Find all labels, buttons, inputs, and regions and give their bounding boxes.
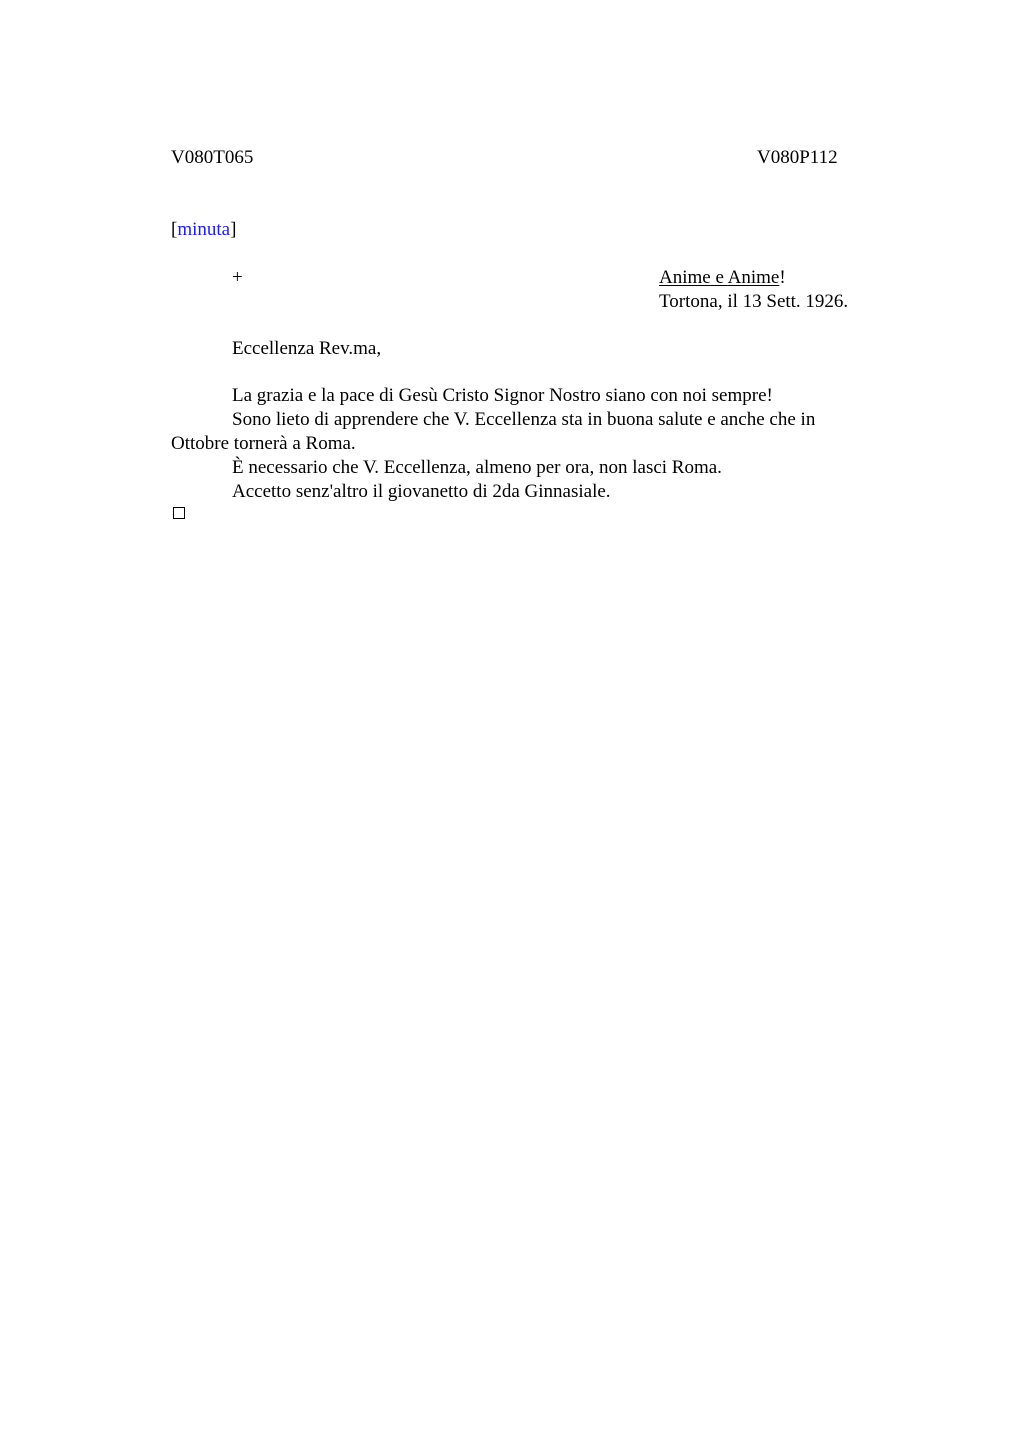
- body-paragraph-3: È necessario che V. Eccellenza, almeno per ora, non lasci Roma.: [232, 457, 722, 478]
- place-and-date: Tortona, il 13 Sett. 1926.: [659, 291, 849, 312]
- minuta-annotation: [171, 218, 236, 242]
- body-paragraph-4: Accetto senz'altro il giovanetto di 2da Ginnasiale.: [232, 481, 611, 502]
- motto-word-1: Anime: [659, 267, 711, 288]
- annotation-word: minuta: [177, 219, 231, 240]
- motto-conjunction: e: [710, 267, 728, 288]
- annotation-open-bracket: [: [171, 219, 178, 240]
- motto: [659, 266, 786, 290]
- cross-symbol: +: [232, 267, 243, 288]
- motto-exclamation: !: [779, 267, 786, 288]
- document-code-left: V080T065: [171, 147, 254, 168]
- document-code-right: V080P112: [757, 147, 838, 168]
- motto-word-2: Anime: [727, 267, 780, 288]
- body-paragraph-2-line-1: Sono lieto di apprendere che V. Eccellenza sta in buona salute e anche che in: [232, 409, 816, 430]
- annotation-close-bracket: ]: [230, 219, 237, 240]
- body-paragraph-2-line-2: Ottobre tornerà a Roma.: [171, 433, 356, 454]
- body-paragraph-1: La grazia e la pace di Gesù Cristo Signor Nostro siano con noi sempre!: [232, 385, 773, 406]
- salutation: Eccellenza Rev.ma,: [232, 338, 382, 359]
- end-square-icon: [173, 507, 185, 519]
